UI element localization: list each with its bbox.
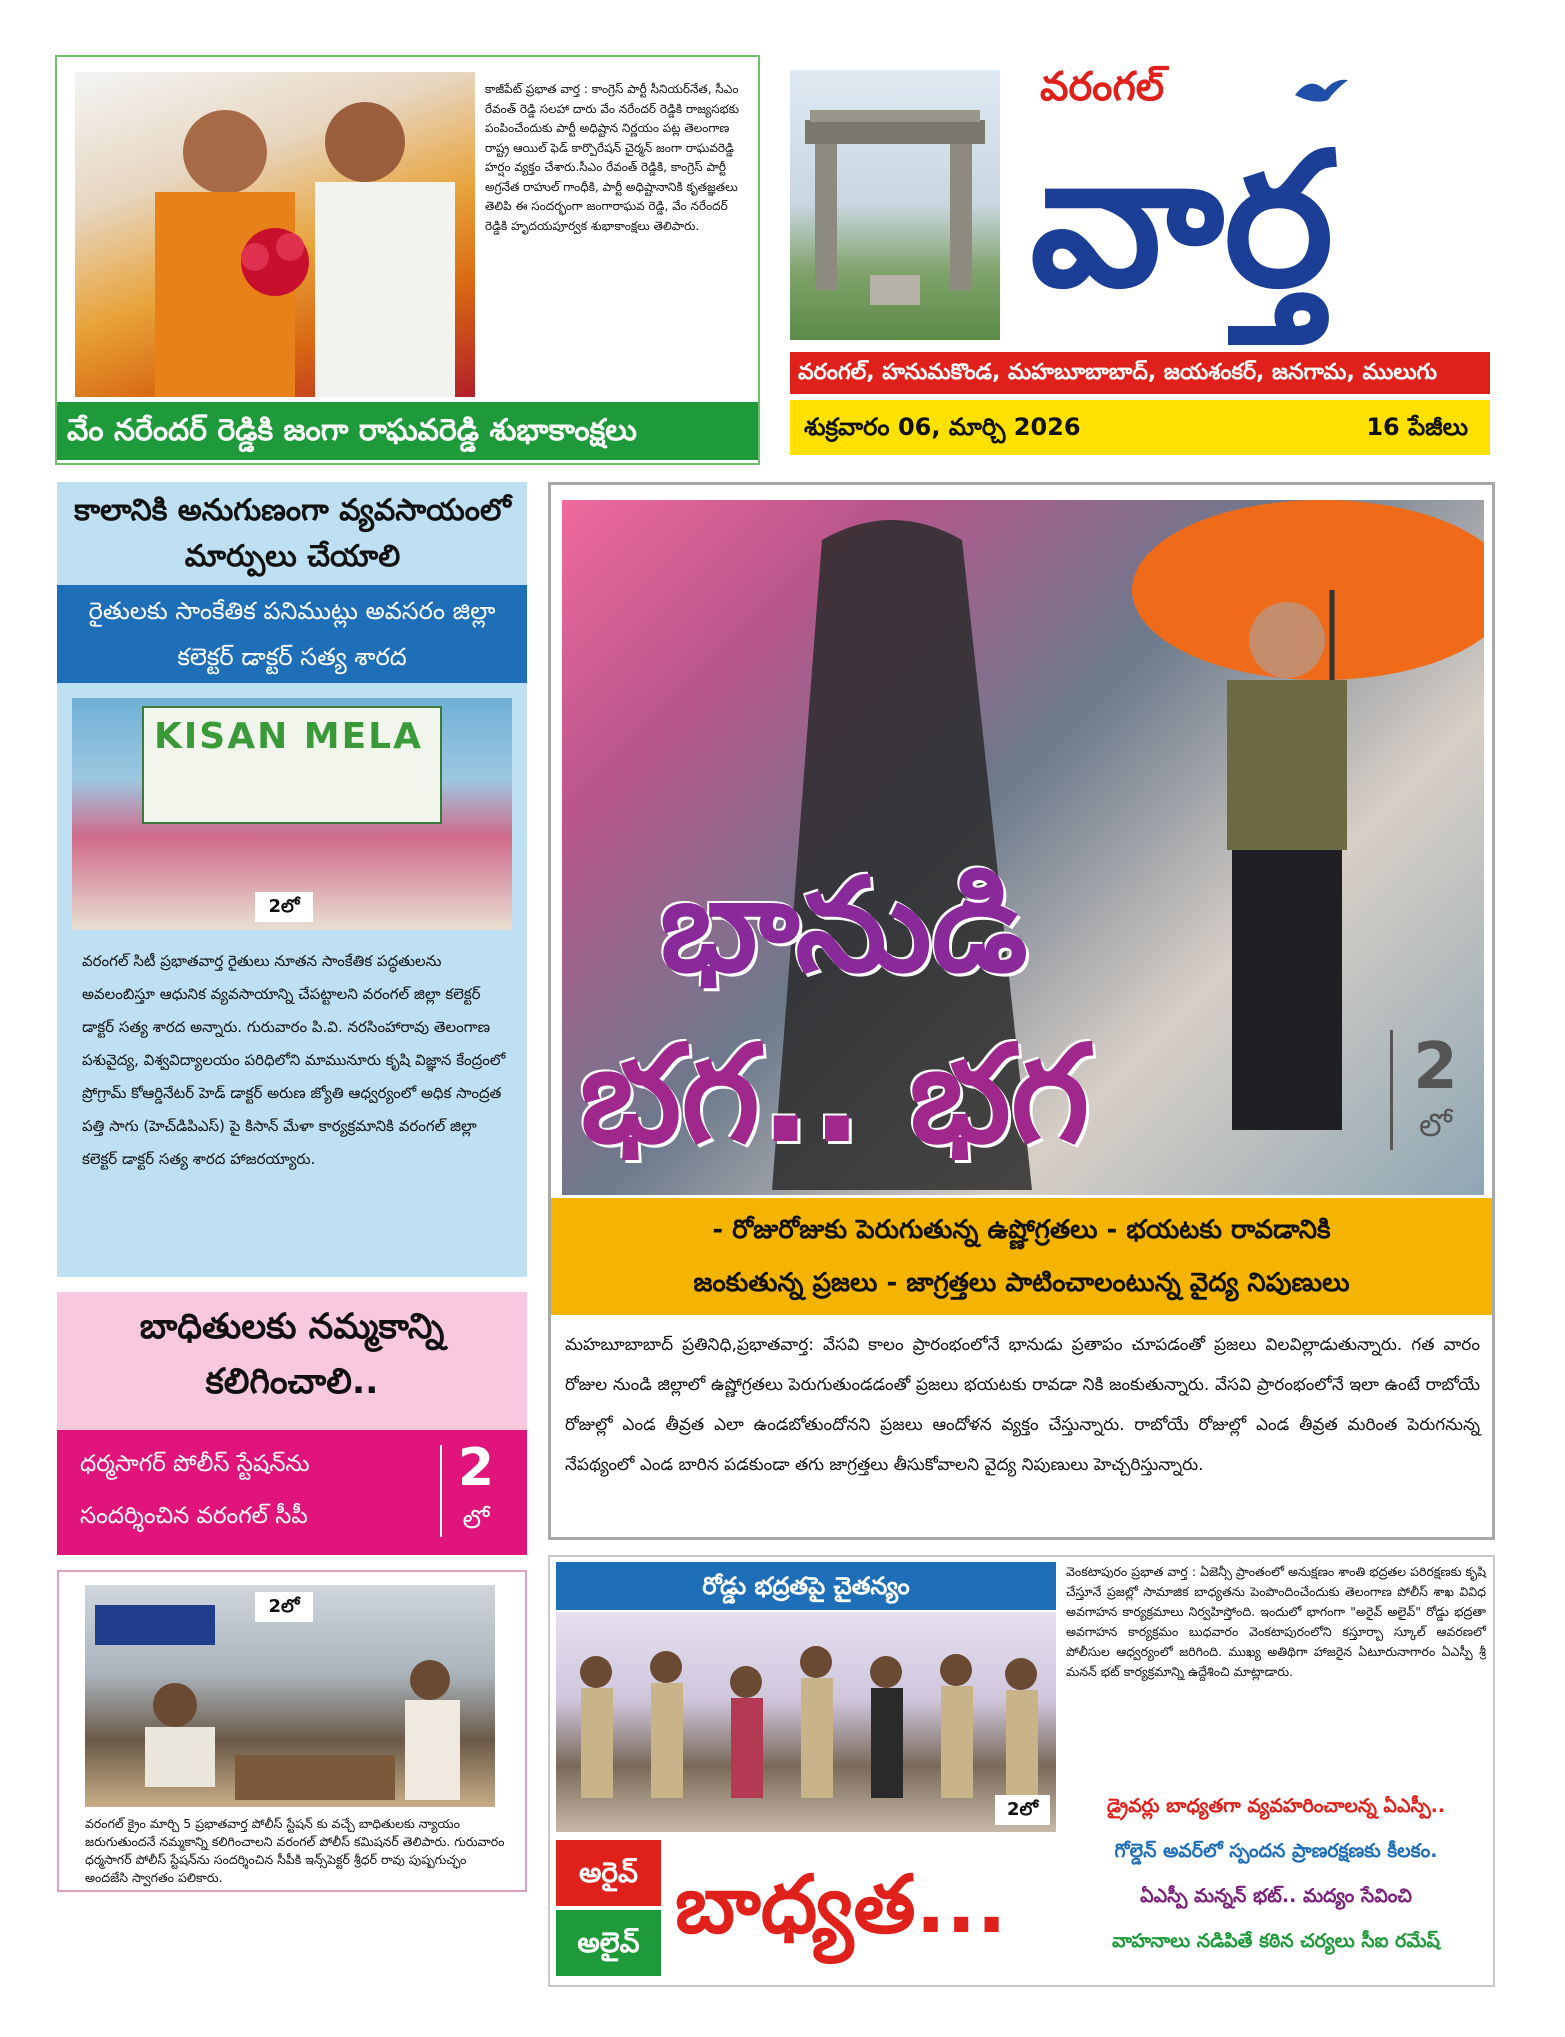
bottom-story-body: వెంకటాపురం ప్రభాత వార్త : ఏజెన్సీ ప్రాంతంలో అనుక్షణం శాంతి భద్రతల పరిరక్షణకు కృషి చేస్తూనే ప్రజల్లో సామాజిక బాధ్యతను పెంపొందించేందుకు తెలంగాణ పోలీస్ శాఖ వివిధ అవగాహన కార్యక్రమాలు నిర్వహిస్తోంది. ఇందులో భాగంగా "అరైవ్ అలైవ్" రోడ్డు భద్రతా అవగాహన కార్యక్రమం బుధవారం వెంకటాపురంలోని కస్తూర్బా స్కూల్ ఆవరణలో పోలీసుల ఆధ్వర్యంలో జరిగింది. ముఖ్య అతిథిగా హాజరైన ఏటూరునాగారం ఏఎస్పీ శ్రీ మనన్ భట్ కార్యక్రమాన్ని ఉద్దేశించి మాట్లాడారు. — [1066, 1564, 1486, 1679]
thousand-pillar-gate-icon — [790, 70, 1000, 340]
bottom-story-headline: బాధ్యత... — [675, 1858, 1007, 1951]
bottom-story-highlight-4: వాహనాలు నడిపితే కఠిన చర్యలు సీఐ రమేష్ — [1112, 1930, 1440, 1952]
left-story-2-subhead: ధర్మసాగర్ పోలీస్ స్టేషన్‌ను సందర్శించిన వరంగల్ సీపీ — [80, 1451, 310, 1529]
left-story-1-headline: కాలానికి అనుగుణంగా వ్యవసాయంలో మార్పులు చేయాలి — [74, 493, 511, 574]
masthead-monument-photo — [790, 70, 1000, 340]
top-story-body: కాజీపేట్ ప్రభాత వార్త : కాంగ్రెస్ పార్టీ సీనియర్‌నేత, సీఎం రేవంత్ రెడ్డి సలహా దారు వేం నరేందర్ రెడ్డికి రాజ్యసభకు పంపించేందుకు పార్టీ అధిష్టాన నిర్ణయం పట్ల తెలంగాణ రాష్ట్ర ఆయిల్ ఫెడ్ కార్పొరేషన్ చైర్మన్ జంగా రాఘవరెడ్డి హర్షం వ్యక్తం చేశారు.సీఎం రేవంత్ రెడ్డికి, కాంగ్రెస్ పార్టీ అగ్రనేత రాహుల్ గాంధీకి, పార్టీ అధిష్టానానికి కృతజ్ఞతలు తెలిపి ఈ సందర్భంగా జంగారాఘవ రెడ్డి, వేం నరేందర్ రెడ్డికి హృదయపూర్వక శుభాకాంక్షలు తెలిపారు. — [485, 82, 740, 233]
main-story-page-ref-suffix: లో — [1419, 1106, 1452, 1144]
bottom-story-photo-ref: 2లో — [995, 1795, 1050, 1825]
bottom-story-label-line1: అరైవ్ — [556, 1840, 661, 1906]
road-safety-group-photo-illustration — [556, 1612, 1056, 1832]
main-story-body: మహబూబాబాద్ ప్రతినిధి,ప్రభాతవార్త: వేసవి కాలం ప్రారంభంలోనే భానుడు ప్రతాపం చూపడంతో ప్రజలు విలవిల్లాడుతున్నారు. గత వారం రోజుల నుండి జిల్లాలో ఉష్ణోగ్రతలు పెరుగుతుండడంతో ప్రజలు భయటకు రావడా నికి జంకుతున్నారు. వేసవి ప్రారంభంలోనే ఇలా ఉంటే రాబోయే రోజుల్లో ఎండ తీవ్రత ఎలా ఉండబోతుందోనని ప్రజలు ఆందోళన వ్యక్తం చేస్తున్నారు. రాబోయే రోజుల్లో ఎండ తీవ్రత మరింత పెరుగనున్న నేపథ్యంలో ఎండ బారిన పడకుండా తగు జాగ్రత్తలు తీసుకోవాలని వైద్య నిపుణులు హెచ్చరిస్తున్నారు. — [565, 1335, 1480, 1475]
left-story-1-body: వరంగల్ సిటీ ప్రభాతవార్త రైతులు నూతన సాంకేతిక పద్ధతులను అవలంబిస్తూ ఆధునిక వ్యవసాయాన్ని చేపట్టాలని వరంగల్ జిల్లా కలెక్టర్ డాక్టర్ సత్య శారద అన్నారు. గురువారం పి.వి. నరసింహారావు తెలంగాణ పశువైద్య, విశ్వవిద్యాలయం పరిధిలోని మామునూరు కృషి విజ్ఞాన కేంద్రంలో ప్రోగ్రామ్ కోఆర్డినేటర్ హెడ్ డాక్టర్ అరుణ జ్యోతి ఆధ్వర్యంలో అధిక సాంద్రత పత్తి సాగు (హెచ్‌డిపిఎస్) పై కిసాన్ మేళా కార్యక్రమానికి వరంగల్ జిల్లా కలెక్టర్ డాక్టర్ సత్య శారద హాజరయ్యారు. — [82, 952, 506, 1168]
kisan-mela-banner — [142, 706, 442, 824]
masthead-dateline — [790, 400, 1490, 455]
bottom-story-highlight-1: డ్రైవర్లు బాధ్యతగా వ్యవహరించాలన్న ఏఎస్పీ.. — [1106, 1795, 1446, 1817]
left-story-2-headline: బాధితులకు నమ్మకాన్ని కలిగించాలి.. — [139, 1307, 445, 1402]
masthead-pages: 16 పేజీలు — [1366, 413, 1468, 441]
left-story-1-page-ref: 2లో — [255, 892, 313, 922]
main-story-page-ref-num: 2 — [1413, 1030, 1458, 1104]
left-story-2-body: వరంగల్ క్రైం మార్చి 5 ప్రభాతవార్త పోలీస్ స్టేషన్ కు వచ్చే బాధితులకు న్యాయం జరుగుతుందనే నమ్మకాన్ని కలిగించాలని వరంగల్ పోలీస్ కమిషనర్ తెలిపారు. గురువారం ధర్మసాగర్ పోలీస్ స్టేషన్‌ను సందర్శించిన సీపీకి ఇన్స్‌పెక్టర్ శ్రీధర్ రావు పుష్పగుచ్ఛం అందజేసి స్వాగతం పలికారు. — [85, 1816, 505, 1885]
main-story-headline-line1: భానుడి — [660, 849, 1028, 1001]
greeting-photo-illustration — [75, 72, 475, 397]
masthead-brand-main: వార్త — [1030, 112, 1334, 328]
kisan-mela-banner-text: KISAN MELA — [154, 716, 423, 757]
masthead-date: శుక్రవారం 06, మార్చి 2026 — [804, 413, 1081, 441]
main-story-deck-line1: - రోజురోజుకు పెరుగుతున్న ఉష్ణోగ్రతలు - భయటకు రావడానికి — [712, 1215, 1331, 1245]
bottom-story-highlight-3: ఏఎస్పీ మన్నన్ భట్.. మద్యం సేవించి — [1140, 1885, 1412, 1907]
main-story-headline-line2: భగ.. భగ — [580, 1016, 1090, 1173]
left-story-1-subhead: రైతులకు సాంకేతిక పనిముట్లు అవసరం జిల్లా కలెక్టర్ డాక్టర్ సత్య శారద — [57, 585, 527, 683]
masthead-brand-top: వరంగల్ — [1040, 64, 1165, 110]
bottom-story-photo-caption: రోడ్డు భద్రతపై చైతన్యం — [556, 1562, 1056, 1610]
main-story-deck-line2: జంకుతున్న ప్రజలు - జాగ్రత్తలు పాటించాలంటున్న వైద్య నిపుణులు — [693, 1268, 1350, 1298]
left-story-2-photo-ref: 2లో — [255, 1592, 313, 1622]
bottom-story-highlight-2: గోల్డెన్ అవర్‌లో స్పందన ప్రాణరక్షణకు కీలకం. — [1114, 1840, 1438, 1862]
main-story-page-ref-divider — [1390, 1030, 1393, 1150]
left-story-2-page-ref-suffix: లో — [462, 1505, 490, 1535]
top-story-headline: వేం నరేందర్ రెడ్డికి జంగా రాఘవరెడ్డి శుభాకాంక్షలు — [57, 402, 758, 460]
bottom-story-label-line2: అలైవ్ — [556, 1910, 661, 1976]
masthead-districts: వరంగల్, హనుమకొండ, మహబూబాబాద్, జయశంకర్, జనగామ, ములుగు — [790, 352, 1490, 394]
bottom-story-photo — [556, 1612, 1056, 1832]
left-story-2-page-ref-num: 2 — [457, 1438, 495, 1498]
top-story-photo — [75, 72, 475, 397]
left-story-2-page-ref-divider — [440, 1445, 442, 1537]
